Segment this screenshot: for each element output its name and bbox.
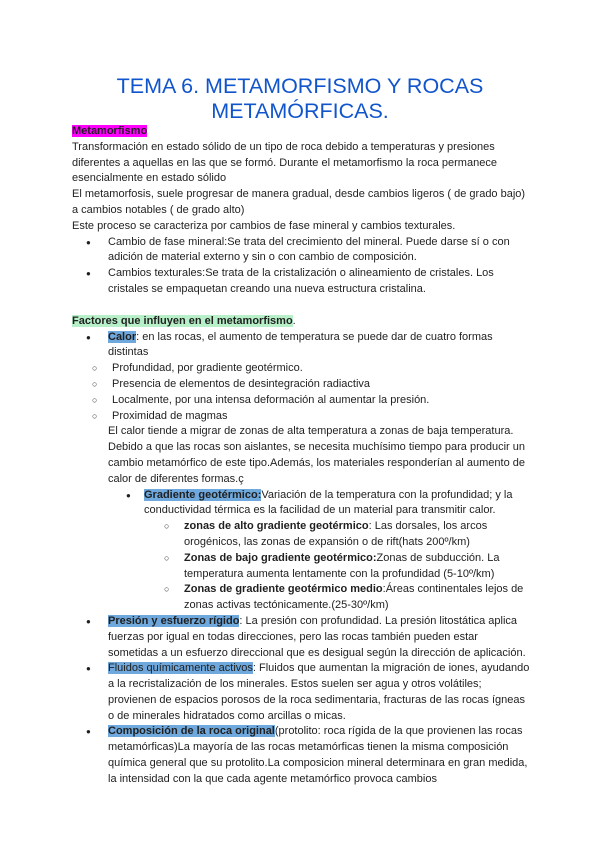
section-factores-heading: Factores que influyen en el metamorfismo. xyxy=(72,314,296,327)
title-line-1: TEMA 6. METAMORFISMO Y ROCAS xyxy=(116,74,484,98)
list-item-composicion: ● Composición de la roca original(protolito: roca rígida de la que provienen las rocas metamórficas)La mayoría de las rocas metamórficas tienen la misma composición química general que su protolito.La composicion mineral determinara en gran medida, la intensidad con la que cada agente metamórfico provoca cambios xyxy=(72,724,530,787)
factores-list-continued xyxy=(72,614,530,788)
list-item-fluidos: ● Fluidos químicamente activos: Fluidos que aumentan la migración de iones, ayudando a la recristalización de los minerales. Estos suelen ser agua y otros volátiles; provienen de espacios porosos de la roca sedimentaria, fracturas de las rocas ígneas o de minerales hidratados como arcillas o micas. xyxy=(72,661,530,724)
paragraph: Este proceso se caracteriza por cambios de fase mineral y cambios texturales. xyxy=(72,219,456,232)
list-item-calor: ● Calor: en las rocas, el aumento de temperatura se puede dar de cuatro formas distintas xyxy=(72,330,530,362)
gradiente-sublist xyxy=(108,519,530,614)
list-item: ● Cambios texturales:Se trata de la cristalización o alineamiento de cristales. Los cristales se empaquetan creando una nueva estructura cristalina. xyxy=(72,266,530,298)
list-item: ● Cambio de fase mineral:Se trata del crecimiento del mineral. Puede darse sí o con adición de material externo y sin o con cambio de composición. xyxy=(72,235,530,267)
title-line-2: METAMÓRFICAS. xyxy=(211,99,389,123)
calor-sublist xyxy=(72,361,530,424)
list-item: ○ Zonas de bajo gradiente geotérmico:Zonas de subducción. La temperatura aumenta lentamente con la profundidad (5-10º/km) xyxy=(144,551,530,583)
paragraph: Transformación en estado sólido de un tipo de roca debido a temperaturas y presiones diferentes a aquellas en las que se formó. Durante el metamorfismo la roca permanece esencialmente en estado sólido xyxy=(72,140,497,185)
factores-list xyxy=(72,330,530,362)
list-item: ○ zonas de alto gradiente geotérmico: Las dorsales, los arcos orogénicos, las zonas de expansión o de rift(hats 200º/km) xyxy=(144,519,530,551)
gradiente-list xyxy=(108,488,530,520)
bullet-list xyxy=(72,235,530,298)
document-body xyxy=(72,124,530,788)
list-item: ○ Profundidad, por gradiente geotérmico. xyxy=(72,361,530,377)
calor-paragraph: El calor tiende a migrar de zonas de alta temperatura a zonas de baja temperatura. Debido a que las rocas son aislantes, se necesita muchísimo tiempo para producir un cambio metamórfico de este tipo.Además, los materiales responderían al aumento de calor de diferentes formas.ç xyxy=(108,425,526,485)
paragraph: El metamorfosis, suele progresar de manera gradual, desde cambios ligeros ( de grado bajo) a cambios notables ( de grado alto) xyxy=(72,188,526,216)
section-metamorfismo-heading: Metamorfismo xyxy=(72,125,148,137)
list-item: ○ Proximidad de magmas xyxy=(72,409,530,425)
list-item: ○ Presencia de elementos de desintegración radiactiva xyxy=(72,377,530,393)
list-item-presion: ● Presión y esfuerzo rígido: La presión con profundidad. La presión litostática aplica fuerzas por igual en todas direcciones, pero las rocas también pueden estar sometidas a un esfuerzo direccional que es desigual según la dirección de aplicación. xyxy=(72,614,530,661)
list-item: ○ Zonas de gradiente geotérmico medio:Áreas continentales lejos de zonas activas tectónicamente.(25-30º/km) xyxy=(144,582,530,614)
list-item-gradiente: ● Gradiente geotérmico:Variación de la temperatura con la profundidad; y la conductividad térmica es la facilidad de un material para transmitir calor. xyxy=(108,488,530,520)
list-item: ○ Localmente, por una intensa deformación al aumentar la presión. xyxy=(72,393,530,409)
document-title xyxy=(72,74,528,124)
